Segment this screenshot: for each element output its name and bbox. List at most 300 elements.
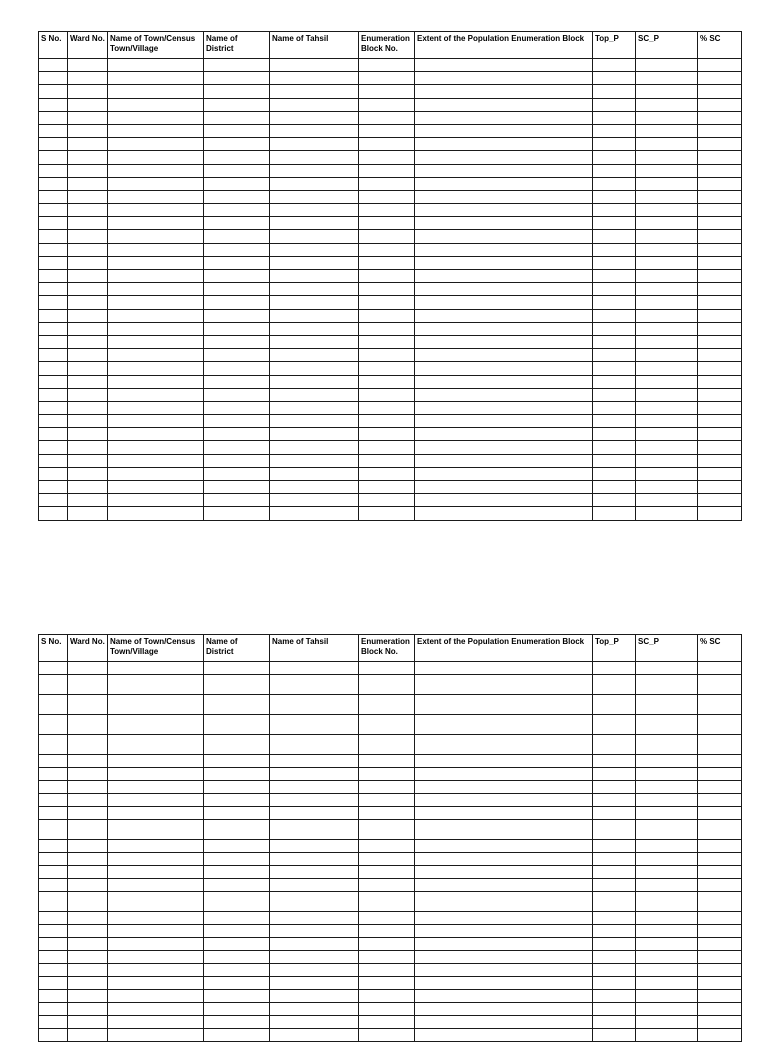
header-percent-sc: % SC — [698, 32, 742, 59]
table-cell — [68, 441, 108, 454]
table-cell — [593, 840, 636, 853]
table-cell — [593, 938, 636, 951]
table-cell — [636, 204, 698, 217]
table-cell — [698, 866, 742, 879]
table-row — [39, 840, 742, 853]
table-cell — [204, 230, 270, 243]
table-row — [39, 375, 742, 388]
table-cell — [68, 454, 108, 467]
table-cell — [593, 481, 636, 494]
table-cell — [204, 151, 270, 164]
table-cell — [698, 296, 742, 309]
table-cell — [698, 375, 742, 388]
table-cell — [636, 507, 698, 520]
table-cell — [415, 124, 593, 137]
table-cell — [270, 375, 359, 388]
table-cell — [415, 190, 593, 203]
table-cell — [698, 441, 742, 454]
table-cell — [636, 401, 698, 414]
table-cell — [204, 794, 270, 807]
table-cell — [204, 138, 270, 151]
table-cell — [68, 662, 108, 675]
table-cell — [68, 755, 108, 768]
table-row — [39, 781, 742, 794]
table-cell — [698, 494, 742, 507]
table-cell — [270, 335, 359, 348]
table-cell — [359, 164, 415, 177]
table-row — [39, 853, 742, 866]
table-cell — [636, 866, 698, 879]
table-cell — [359, 59, 415, 72]
header-tahsil: Name of Tahsil — [270, 635, 359, 662]
table-cell — [636, 781, 698, 794]
table-cell — [359, 362, 415, 375]
table-cell — [636, 217, 698, 230]
table-cell — [698, 151, 742, 164]
table-row — [39, 428, 742, 441]
table-cell — [359, 662, 415, 675]
table-cell — [270, 925, 359, 938]
table-cell — [68, 938, 108, 951]
table-cell — [108, 467, 204, 480]
table-cell — [108, 735, 204, 755]
table-cell — [698, 662, 742, 675]
header-ward-no: Ward No. — [68, 32, 108, 59]
table-cell — [698, 481, 742, 494]
table-row — [39, 230, 742, 243]
table-cell — [204, 781, 270, 794]
table-cell — [39, 362, 68, 375]
table-cell — [108, 190, 204, 203]
table-cell — [39, 230, 68, 243]
table-cell — [39, 990, 68, 1003]
table-cell — [636, 662, 698, 675]
table-cell — [359, 977, 415, 990]
table-cell — [636, 840, 698, 853]
table-row — [39, 755, 742, 768]
header-tahsil: Name of Tahsil — [270, 32, 359, 59]
table-cell — [68, 111, 108, 124]
table-cell — [108, 715, 204, 735]
table-cell — [593, 853, 636, 866]
table-cell — [39, 138, 68, 151]
table-row — [39, 283, 742, 296]
table-cell — [698, 977, 742, 990]
table-cell — [68, 820, 108, 840]
table-cell — [108, 270, 204, 283]
table-cell — [698, 951, 742, 964]
table-cell — [593, 964, 636, 977]
table-row — [39, 454, 742, 467]
table-cell — [593, 990, 636, 1003]
table-cell — [39, 938, 68, 951]
table-cell — [204, 256, 270, 269]
table-cell — [636, 1029, 698, 1042]
table-cell — [636, 335, 698, 348]
table-cell — [636, 190, 698, 203]
table-cell — [68, 124, 108, 137]
table-cell — [593, 230, 636, 243]
table-cell — [415, 938, 593, 951]
table-cell — [415, 735, 593, 755]
table-cell — [68, 1016, 108, 1029]
table-cell — [359, 794, 415, 807]
table-cell — [39, 675, 68, 695]
table-cell — [270, 441, 359, 454]
table-cell — [593, 441, 636, 454]
table-cell — [698, 507, 742, 520]
table-cell — [270, 151, 359, 164]
table-cell — [415, 138, 593, 151]
table-cell — [359, 111, 415, 124]
table-cell — [204, 925, 270, 938]
table-cell — [39, 243, 68, 256]
table-cell — [68, 735, 108, 755]
table-cell — [39, 1029, 68, 1042]
table-cell — [68, 415, 108, 428]
table-cell — [270, 912, 359, 925]
table-row — [39, 1016, 742, 1029]
table-cell — [204, 481, 270, 494]
table-cell — [415, 840, 593, 853]
table-cell — [68, 428, 108, 441]
table-cell — [108, 840, 204, 853]
table-cell — [68, 695, 108, 715]
table-cell — [359, 912, 415, 925]
table-cell — [415, 879, 593, 892]
table-cell — [68, 164, 108, 177]
table-row — [39, 322, 742, 335]
table-cell — [204, 59, 270, 72]
table-cell — [698, 283, 742, 296]
table-cell — [204, 177, 270, 190]
table-cell — [204, 349, 270, 362]
table-cell — [359, 695, 415, 715]
table-row — [39, 256, 742, 269]
header-extent: Extent of the Population Enumeration Block — [415, 32, 593, 59]
table-cell — [39, 840, 68, 853]
table-cell — [415, 695, 593, 715]
table-cell — [270, 507, 359, 520]
table-cell — [593, 243, 636, 256]
table-cell — [359, 270, 415, 283]
table-cell — [270, 964, 359, 977]
table-cell — [415, 270, 593, 283]
table-cell — [204, 938, 270, 951]
table-cell — [204, 990, 270, 1003]
table-cell — [636, 990, 698, 1003]
table-cell — [636, 715, 698, 735]
table-cell — [39, 415, 68, 428]
table-row — [39, 217, 742, 230]
table-cell — [698, 675, 742, 695]
table-cell — [270, 59, 359, 72]
table-cell — [636, 283, 698, 296]
table-cell — [415, 768, 593, 781]
table-cell — [359, 481, 415, 494]
table-cell — [636, 892, 698, 912]
table-cell — [204, 362, 270, 375]
table-cell — [39, 715, 68, 735]
table-cell — [68, 715, 108, 735]
table-cell — [39, 964, 68, 977]
table-cell — [39, 481, 68, 494]
table-cell — [68, 990, 108, 1003]
table-cell — [698, 807, 742, 820]
table-cell — [359, 768, 415, 781]
table-cell — [698, 72, 742, 85]
table-cell — [270, 781, 359, 794]
header-s-no: S No. — [39, 635, 68, 662]
table-cell — [270, 85, 359, 98]
table-cell — [108, 204, 204, 217]
table-row — [39, 964, 742, 977]
table-cell — [636, 1003, 698, 1016]
table-cell — [270, 124, 359, 137]
table-row — [39, 270, 742, 283]
table-cell — [359, 151, 415, 164]
table-cell — [39, 217, 68, 230]
table-cell — [593, 322, 636, 335]
table-cell — [415, 85, 593, 98]
table-cell — [270, 454, 359, 467]
table-cell — [636, 322, 698, 335]
table-row — [39, 794, 742, 807]
table-cell — [108, 768, 204, 781]
table-row — [39, 85, 742, 98]
table-cell — [415, 481, 593, 494]
table-cell — [270, 388, 359, 401]
table-cell — [698, 309, 742, 322]
table-row — [39, 768, 742, 781]
table-cell — [415, 111, 593, 124]
table-cell — [636, 230, 698, 243]
table-cell — [636, 111, 698, 124]
table-cell — [359, 467, 415, 480]
table-cell — [39, 59, 68, 72]
table-cell — [204, 715, 270, 735]
table-row — [39, 388, 742, 401]
table-cell — [108, 481, 204, 494]
table-cell — [108, 1003, 204, 1016]
table-row — [39, 912, 742, 925]
table-cell — [270, 794, 359, 807]
table-cell — [270, 283, 359, 296]
table-cell — [359, 807, 415, 820]
table-cell — [39, 256, 68, 269]
table-cell — [359, 98, 415, 111]
table-cell — [270, 98, 359, 111]
table-cell — [39, 164, 68, 177]
table-cell — [270, 428, 359, 441]
table-cell — [593, 807, 636, 820]
table-cell — [698, 124, 742, 137]
table-cell — [68, 781, 108, 794]
table-cell — [270, 755, 359, 768]
table-cell — [108, 111, 204, 124]
table-cell — [698, 362, 742, 375]
table-cell — [204, 662, 270, 675]
table-cell — [39, 977, 68, 990]
table-row — [39, 675, 742, 695]
table-cell — [108, 296, 204, 309]
table-row — [39, 892, 742, 912]
table-cell — [108, 72, 204, 85]
header-row — [39, 635, 742, 662]
table-cell — [270, 840, 359, 853]
table-cell — [68, 335, 108, 348]
table-cell — [68, 59, 108, 72]
table-cell — [415, 781, 593, 794]
table-cell — [108, 964, 204, 977]
table-cell — [359, 494, 415, 507]
table-cell — [39, 735, 68, 755]
table-cell — [593, 467, 636, 480]
table-cell — [415, 322, 593, 335]
table-cell — [415, 335, 593, 348]
table-cell — [270, 230, 359, 243]
enumeration-table-bottom — [38, 634, 742, 1042]
table-cell — [593, 85, 636, 98]
table-cell — [359, 243, 415, 256]
table-cell — [698, 138, 742, 151]
table-cell — [204, 768, 270, 781]
table-cell — [108, 938, 204, 951]
table-cell — [698, 925, 742, 938]
table-cell — [636, 124, 698, 137]
table-cell — [359, 892, 415, 912]
table-cell — [636, 415, 698, 428]
table-cell — [415, 820, 593, 840]
table-cell — [593, 866, 636, 879]
table-cell — [698, 204, 742, 217]
table-cell — [270, 768, 359, 781]
table-cell — [636, 735, 698, 755]
table-cell — [108, 853, 204, 866]
table-cell — [359, 401, 415, 414]
table-cell — [359, 1029, 415, 1042]
table-cell — [698, 853, 742, 866]
table-cell — [593, 72, 636, 85]
table-cell — [415, 951, 593, 964]
table-cell — [415, 1016, 593, 1029]
table-row — [39, 977, 742, 990]
table-cell — [68, 85, 108, 98]
table-cell — [698, 401, 742, 414]
table-cell — [698, 190, 742, 203]
table-cell — [593, 415, 636, 428]
table-cell — [108, 990, 204, 1003]
header-sc-p: SC_P — [636, 635, 698, 662]
table-cell — [108, 494, 204, 507]
table-cell — [636, 362, 698, 375]
table-cell — [108, 375, 204, 388]
table-cell — [39, 85, 68, 98]
table-cell — [39, 912, 68, 925]
table-cell — [39, 866, 68, 879]
table-cell — [270, 138, 359, 151]
table-cell — [108, 441, 204, 454]
table-cell — [359, 675, 415, 695]
table-cell — [68, 296, 108, 309]
table-cell — [270, 111, 359, 124]
table-cell — [204, 309, 270, 322]
table-cell — [359, 1016, 415, 1029]
table-cell — [270, 270, 359, 283]
table-cell — [636, 349, 698, 362]
table-cell — [359, 230, 415, 243]
table-cell — [593, 349, 636, 362]
table-cell — [415, 283, 593, 296]
table-cell — [359, 177, 415, 190]
table-cell — [415, 59, 593, 72]
table-cell — [39, 309, 68, 322]
table-cell — [108, 794, 204, 807]
table-cell — [204, 243, 270, 256]
table-cell — [636, 72, 698, 85]
table-cell — [415, 912, 593, 925]
table-cell — [415, 494, 593, 507]
table-cell — [108, 230, 204, 243]
table-cell — [270, 243, 359, 256]
table-row — [39, 879, 742, 892]
table-row — [39, 59, 742, 72]
table-cell — [359, 866, 415, 879]
table-row — [39, 349, 742, 362]
table-row — [39, 662, 742, 675]
header-row — [39, 32, 742, 59]
table-cell — [593, 454, 636, 467]
table-cell — [108, 428, 204, 441]
table-cell — [39, 441, 68, 454]
table-cell — [593, 735, 636, 755]
table-cell — [204, 840, 270, 853]
table-cell — [636, 428, 698, 441]
table-cell — [68, 401, 108, 414]
table-cell — [108, 309, 204, 322]
table-cell — [270, 853, 359, 866]
table-cell — [593, 662, 636, 675]
table-cell — [636, 768, 698, 781]
table-cell — [270, 866, 359, 879]
table-cell — [698, 755, 742, 768]
table-cell — [108, 820, 204, 840]
table-cell — [270, 662, 359, 675]
table-cell — [359, 85, 415, 98]
table-cell — [415, 892, 593, 912]
table-cell — [359, 441, 415, 454]
table-cell — [108, 283, 204, 296]
table-cell — [204, 951, 270, 964]
table-cell — [415, 454, 593, 467]
table-row — [39, 990, 742, 1003]
table-cell — [593, 124, 636, 137]
table-cell — [636, 98, 698, 111]
table-row — [39, 190, 742, 203]
table-cell — [39, 322, 68, 335]
table-cell — [593, 781, 636, 794]
table-cell — [270, 879, 359, 892]
table-cell — [636, 441, 698, 454]
table-cell — [68, 243, 108, 256]
table-cell — [698, 322, 742, 335]
table-cell — [593, 925, 636, 938]
table-cell — [698, 735, 742, 755]
table-cell — [359, 72, 415, 85]
table-cell — [108, 695, 204, 715]
table-cell — [68, 866, 108, 879]
table-cell — [359, 415, 415, 428]
